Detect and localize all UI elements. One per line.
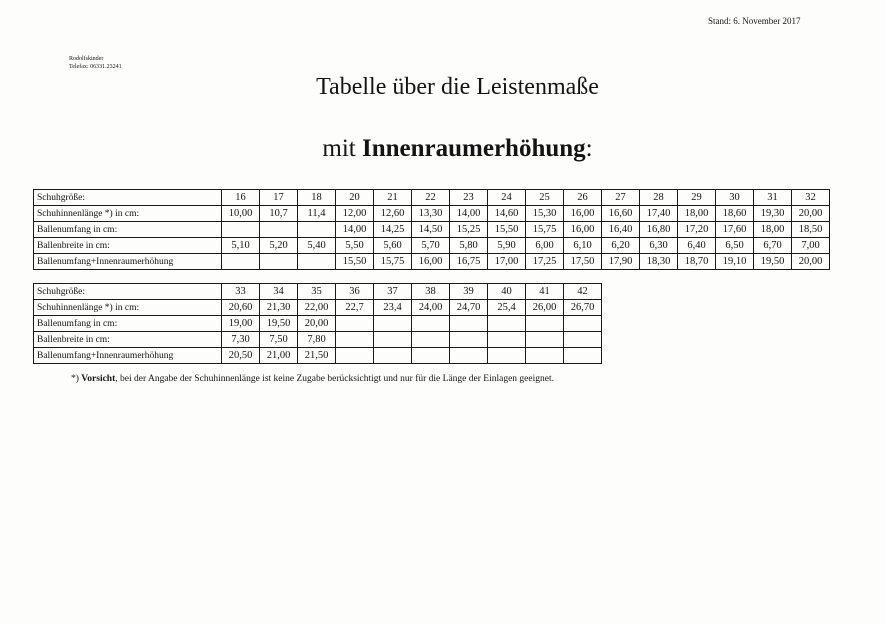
table-cell: 32 xyxy=(792,190,830,206)
table-cell: 16,00 xyxy=(564,222,602,238)
row-label: Schuhgröße: xyxy=(34,284,222,300)
row-label: Schuhgröße: xyxy=(34,190,222,206)
table-cell xyxy=(564,316,602,332)
table-cell: 25,4 xyxy=(488,300,526,316)
table-cell: 19,10 xyxy=(716,254,754,270)
table-cell xyxy=(450,316,488,332)
size-table-large xyxy=(33,283,602,364)
table-row xyxy=(34,222,830,238)
table-cell: 15,50 xyxy=(488,222,526,238)
table-cell xyxy=(298,254,336,270)
table-cell: 5,10 xyxy=(222,238,260,254)
table-cell: 15,75 xyxy=(374,254,412,270)
table-cell: 21,00 xyxy=(260,348,298,364)
table-cell: 14,00 xyxy=(336,222,374,238)
table-cell: 16,00 xyxy=(412,254,450,270)
table-cell: 22 xyxy=(412,190,450,206)
table-cell: 5,20 xyxy=(260,238,298,254)
table-cell: 38 xyxy=(412,284,450,300)
table-cell: 28 xyxy=(640,190,678,206)
table-cell xyxy=(374,348,412,364)
table-cell: 34 xyxy=(260,284,298,300)
table-cell: 21 xyxy=(374,190,412,206)
table-cell: 6,00 xyxy=(526,238,564,254)
sender-name: Rodolfskinder xyxy=(69,56,104,62)
table-cell xyxy=(374,332,412,348)
table-row xyxy=(34,206,830,222)
table-cell: 6,10 xyxy=(564,238,602,254)
table-cell: 17,90 xyxy=(602,254,640,270)
table-cell: 20 xyxy=(336,190,374,206)
table-cell: 17,40 xyxy=(640,206,678,222)
table-cell: 6,40 xyxy=(678,238,716,254)
table-cell: 18,50 xyxy=(792,222,830,238)
subtitle-prefix: mit xyxy=(322,135,362,162)
table-cell: 35 xyxy=(298,284,336,300)
table-cell xyxy=(412,316,450,332)
table-cell: 20,00 xyxy=(792,254,830,270)
table-cell: 16,75 xyxy=(450,254,488,270)
table-cell: 14,50 xyxy=(412,222,450,238)
table-cell: 6,50 xyxy=(716,238,754,254)
table-cell: 26 xyxy=(564,190,602,206)
page-title: Tabelle über die Leistenmaße xyxy=(316,74,599,100)
row-label: Ballenbreite in cm: xyxy=(34,238,222,254)
footnote-text: , bei der Angabe der Schuhinnenlänge ist keine Zugabe berücksichtigt und nur für die Länge der Einlagen geeignet. xyxy=(115,374,554,384)
table-row xyxy=(34,348,602,364)
table-cell: 16 xyxy=(222,190,260,206)
table-cell: 17,25 xyxy=(526,254,564,270)
table-cell xyxy=(526,348,564,364)
table-cell: 12,00 xyxy=(336,206,374,222)
row-label: Ballenumfang+Innenraumerhöhung xyxy=(34,254,222,270)
table-cell: 40 xyxy=(488,284,526,300)
table-cell: 19,30 xyxy=(754,206,792,222)
table-cell xyxy=(564,332,602,348)
page-subtitle xyxy=(0,135,885,163)
subtitle-bold: Innenraumerhöhung xyxy=(361,135,586,162)
table-row xyxy=(34,190,830,206)
table-cell: 42 xyxy=(564,284,602,300)
table-cell xyxy=(450,348,488,364)
table-cell: 19,00 xyxy=(222,316,260,332)
table-cell: 5,90 xyxy=(488,238,526,254)
table-cell: 36 xyxy=(336,284,374,300)
table-cell: 23 xyxy=(450,190,488,206)
table-cell: 17,60 xyxy=(716,222,754,238)
table-cell: 20,50 xyxy=(222,348,260,364)
table-cell: 26,70 xyxy=(564,300,602,316)
table-cell: 16,00 xyxy=(564,206,602,222)
table-cell: 6,30 xyxy=(640,238,678,254)
table-cell: 39 xyxy=(450,284,488,300)
table-cell xyxy=(412,332,450,348)
table-cell: 12,60 xyxy=(374,206,412,222)
table-cell: 18,00 xyxy=(678,206,716,222)
table-cell xyxy=(488,332,526,348)
table-cell: 6,70 xyxy=(754,238,792,254)
table-cell: 16,80 xyxy=(640,222,678,238)
table-cell xyxy=(526,332,564,348)
table-cell: 25 xyxy=(526,190,564,206)
table-cell: 20,60 xyxy=(222,300,260,316)
table-cell: 17,20 xyxy=(678,222,716,238)
table-cell: 15,50 xyxy=(336,254,374,270)
table-row xyxy=(34,254,830,270)
table-cell xyxy=(374,316,412,332)
table-row xyxy=(34,238,830,254)
subtitle-suffix: : xyxy=(585,135,593,162)
sender-block xyxy=(69,55,122,71)
table-cell: 19,50 xyxy=(754,254,792,270)
table-cell: 14,60 xyxy=(488,206,526,222)
table-cell: 16,40 xyxy=(602,222,640,238)
table-cell xyxy=(450,332,488,348)
table-row xyxy=(34,300,602,316)
table-cell: 24,00 xyxy=(412,300,450,316)
table-cell xyxy=(260,222,298,238)
table-cell xyxy=(260,254,298,270)
table-cell xyxy=(488,316,526,332)
row-label: Schuhinnenlänge *) in cm: xyxy=(34,206,222,222)
table-row xyxy=(34,284,602,300)
table-cell: 18,00 xyxy=(754,222,792,238)
table-cell: 17,00 xyxy=(488,254,526,270)
table-cell: 5,50 xyxy=(336,238,374,254)
table-cell: 23,4 xyxy=(374,300,412,316)
footnote-bold: Vorsicht xyxy=(81,374,116,384)
table-cell: 14,25 xyxy=(374,222,412,238)
table-cell: 7,30 xyxy=(222,332,260,348)
table-cell: 18,60 xyxy=(716,206,754,222)
table-cell xyxy=(488,348,526,364)
table-cell xyxy=(298,222,336,238)
table-cell: 17 xyxy=(260,190,298,206)
table-cell: 33 xyxy=(222,284,260,300)
table-cell: 10,7 xyxy=(260,206,298,222)
table-cell: 11,4 xyxy=(298,206,336,222)
table-cell: 37 xyxy=(374,284,412,300)
table-cell: 6,20 xyxy=(602,238,640,254)
table-row xyxy=(34,332,602,348)
table-cell xyxy=(412,348,450,364)
table-cell: 5,40 xyxy=(298,238,336,254)
table-cell: 14,00 xyxy=(450,206,488,222)
date-stamp: Stand: 6. November 2017 xyxy=(708,16,801,26)
row-label: Ballenumfang in cm: xyxy=(34,316,222,332)
table-cell: 41 xyxy=(526,284,564,300)
table-cell: 15,30 xyxy=(526,206,564,222)
table-cell xyxy=(336,332,374,348)
table-cell: 10,00 xyxy=(222,206,260,222)
table-cell: 16,60 xyxy=(602,206,640,222)
table-cell: 21,30 xyxy=(260,300,298,316)
sender-fax: Telefax: 06331.23241 xyxy=(69,64,122,70)
table-cell: 5,80 xyxy=(450,238,488,254)
table-cell xyxy=(564,348,602,364)
table-cell xyxy=(336,348,374,364)
table-cell xyxy=(336,316,374,332)
table-cell xyxy=(222,222,260,238)
table-cell: 7,50 xyxy=(260,332,298,348)
table-cell: 18,30 xyxy=(640,254,678,270)
table-cell: 5,70 xyxy=(412,238,450,254)
table-cell: 15,25 xyxy=(450,222,488,238)
table-cell: 31 xyxy=(754,190,792,206)
table-cell: 18,70 xyxy=(678,254,716,270)
footnote-marker: *) xyxy=(71,374,79,384)
table-cell: 13,30 xyxy=(412,206,450,222)
table-cell: 7,80 xyxy=(298,332,336,348)
table-cell: 29 xyxy=(678,190,716,206)
table-cell xyxy=(526,316,564,332)
table-cell: 24,70 xyxy=(450,300,488,316)
table-cell: 15,75 xyxy=(526,222,564,238)
table-cell xyxy=(222,254,260,270)
table-row xyxy=(34,316,602,332)
table-cell: 22,7 xyxy=(336,300,374,316)
table-cell: 22,00 xyxy=(298,300,336,316)
table-cell: 7,00 xyxy=(792,238,830,254)
table-cell: 27 xyxy=(602,190,640,206)
table-cell: 5,60 xyxy=(374,238,412,254)
row-label: Ballenbreite in cm: xyxy=(34,332,222,348)
table-cell: 24 xyxy=(488,190,526,206)
table-cell: 20,00 xyxy=(792,206,830,222)
table-cell: 30 xyxy=(716,190,754,206)
size-table-small xyxy=(33,189,830,270)
footnote xyxy=(71,374,554,384)
table-cell: 18 xyxy=(298,190,336,206)
row-label: Ballenumfang in cm: xyxy=(34,222,222,238)
row-label: Schuhinnenlänge *) in cm: xyxy=(34,300,222,316)
row-label: Ballenumfang+Innenraumerhöhung xyxy=(34,348,222,364)
table-cell: 21,50 xyxy=(298,348,336,364)
table-cell: 19,50 xyxy=(260,316,298,332)
table-cell: 20,00 xyxy=(298,316,336,332)
table-cell: 26,00 xyxy=(526,300,564,316)
table-cell: 17,50 xyxy=(564,254,602,270)
